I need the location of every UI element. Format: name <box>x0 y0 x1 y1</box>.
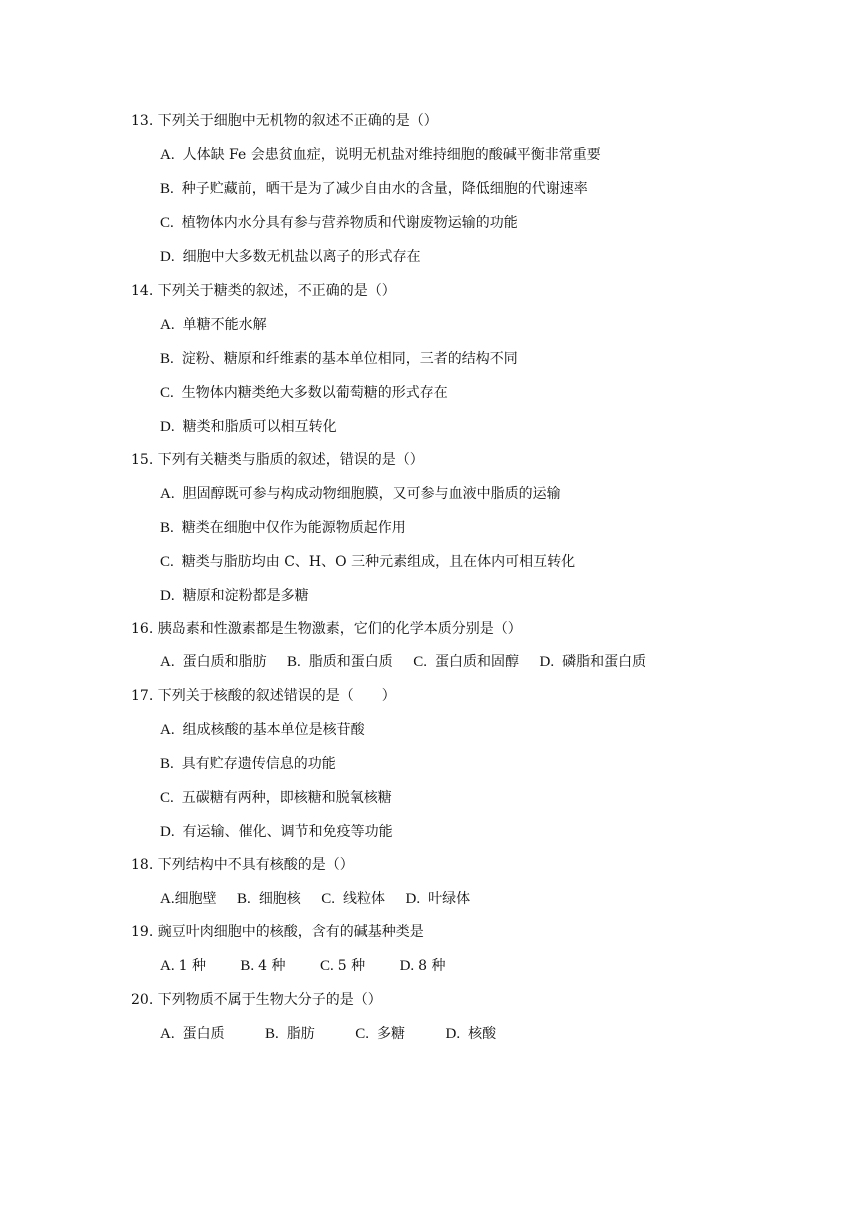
question-17-option-d <box>160 821 393 843</box>
option-label: B. <box>237 891 251 907</box>
option-label: B. <box>160 181 174 197</box>
option-text: 种子贮藏前，晒干是为了减少自由水的含量，降低细胞的代谢速率 <box>181 181 588 197</box>
option-text: 细胞核 <box>258 891 301 907</box>
option-label: D. <box>160 249 175 265</box>
option-label: A. <box>160 486 175 502</box>
option-text: 糖原和淀粉都是多糖 <box>182 588 309 604</box>
option-label: A. <box>160 654 175 670</box>
question-13-option-b <box>160 178 588 200</box>
option-text: 脂质和蛋白质 <box>308 654 393 670</box>
question-19-option-b <box>240 955 285 977</box>
option-text: 5 种 <box>337 958 366 974</box>
option-text: 有运输、催化、调节和免疫等功能 <box>182 824 393 840</box>
option-label: D. <box>405 891 421 907</box>
question-13-option-a <box>160 144 601 166</box>
option-text: 叶绿体 <box>428 891 471 907</box>
question-20-options <box>160 1023 512 1045</box>
question-18-option-a <box>160 888 217 910</box>
question-15-option-c <box>160 551 575 573</box>
option-text: 8 种 <box>418 958 446 974</box>
option-label: A. <box>160 891 175 907</box>
option-text: 具有贮存遗传信息的功能 <box>181 756 336 772</box>
question-17-option-b <box>160 753 336 775</box>
option-label: B. <box>160 520 174 536</box>
question-16-option-a <box>160 651 267 673</box>
question-14-option-c <box>160 382 448 404</box>
option-text: 糖类和脂质可以相互转化 <box>182 419 337 435</box>
question-16-option-b <box>287 651 393 673</box>
option-label: B. <box>240 958 255 974</box>
question-19-option-d <box>400 955 446 977</box>
question-20-option-a <box>160 1023 225 1045</box>
option-label: B. <box>265 1026 279 1042</box>
option-label: D. <box>160 824 175 840</box>
option-text: 人体缺 Fe 会患贫血症，说明无机盐对维持细胞的酸碱平衡非常重要 <box>182 147 601 163</box>
question-14-option-d <box>160 416 337 438</box>
option-label: C. <box>355 1026 370 1042</box>
option-label: B. <box>160 756 174 772</box>
option-text: 磷脂和蛋白质 <box>562 654 647 670</box>
question-18-option-d <box>405 888 470 910</box>
option-text: 淀粉、糖原和纤维素的基本单位相同，三者的结构不同 <box>181 351 518 367</box>
option-text: 组成核酸的基本单位是核苷酸 <box>182 722 365 738</box>
option-text: 蛋白质和脂肪 <box>182 654 267 670</box>
option-label: A. <box>160 1026 175 1042</box>
option-text: 核酸 <box>468 1026 497 1042</box>
option-text: 糖类在细胞中仅作为能源物质起作用 <box>181 520 406 536</box>
question-20-option-d <box>445 1023 496 1045</box>
option-text: 细胞壁 <box>174 891 217 907</box>
option-label: D. <box>160 419 175 435</box>
question-19-stem: 19. 豌豆叶肉细胞中的核酸，含有的碱基种类是 <box>131 924 424 940</box>
question-13-stem: 13. 下列关于细胞中无机物的叙述不正确的是（） <box>131 113 438 129</box>
option-label: A. <box>160 317 175 333</box>
question-19-option-c <box>320 955 365 977</box>
question-17-option-a <box>160 719 365 741</box>
option-label: B. <box>287 654 301 670</box>
option-text: 胆固醇既可参与构成动物细胞膜，又可参与血液中脂质的运输 <box>182 486 561 502</box>
option-label: A. <box>160 958 175 974</box>
question-19-option-a <box>160 955 206 977</box>
question-18-option-c <box>321 888 385 910</box>
option-text: 蛋白质和固醇 <box>435 654 520 670</box>
question-18-options <box>160 888 486 910</box>
option-label: C. <box>413 654 428 670</box>
question-13-option-c <box>160 212 518 234</box>
option-text: 多糖 <box>377 1026 406 1042</box>
option-label: D. <box>445 1026 461 1042</box>
option-text: 1 种 <box>178 958 206 974</box>
option-text: 生物体内糖类绝大多数以葡萄糖的形式存在 <box>181 385 448 401</box>
option-text: 单糖不能水解 <box>182 317 267 333</box>
question-15-stem: 15. 下列有关糖类与脂质的叙述，错误的是（） <box>131 452 424 468</box>
option-label: C. <box>160 790 174 806</box>
option-label: A. <box>160 722 175 738</box>
option-label: B. <box>160 351 174 367</box>
option-label: C. <box>160 554 174 570</box>
option-label: C. <box>319 958 334 974</box>
question-14-stem: 14. 下列关于糖类的叙述，不正确的是（） <box>131 283 396 299</box>
option-text: 五碳糖有两种，即核糖和脱氧核糖 <box>181 790 392 806</box>
question-17-option-c <box>160 787 392 809</box>
option-label: D. <box>539 654 555 670</box>
option-text: 脂肪 <box>286 1026 315 1042</box>
option-label: D. <box>160 588 175 604</box>
question-18-stem: 18. 下列结构中不具有核酸的是（） <box>131 857 354 873</box>
option-text: 细胞中大多数无机盐以离子的形式存在 <box>182 249 421 265</box>
question-19-options <box>160 955 462 977</box>
option-text: 糖类与脂肪均由 C、H、O 三种元素组成，且在体内可相互转化 <box>181 554 576 570</box>
question-16-options <box>160 651 662 673</box>
question-20-option-c <box>355 1023 405 1045</box>
question-14-option-a <box>160 314 267 336</box>
option-text: 线粒体 <box>343 891 386 907</box>
option-text: 植物体内水分具有参与营养物质和代谢废物运输的功能 <box>181 215 518 231</box>
option-label: C. <box>160 215 174 231</box>
question-16-stem: 16. 胰岛素和性激素都是生物激素，它们的化学本质分别是（） <box>131 621 522 637</box>
question-17-stem: 17. 下列关于核酸的叙述错误的是（ ） <box>131 688 396 704</box>
question-20-stem: 20. 下列物质不属于生物大分子的是（） <box>131 992 382 1008</box>
question-20-option-b <box>265 1023 315 1045</box>
question-18-option-b <box>237 888 301 910</box>
question-14-option-b <box>160 348 518 370</box>
question-15-option-b <box>160 517 406 539</box>
option-text: 4 种 <box>258 958 286 974</box>
question-16-option-c <box>413 651 519 673</box>
option-text: 蛋白质 <box>182 1026 225 1042</box>
question-15-option-d <box>160 585 309 607</box>
option-label: D. <box>399 958 415 974</box>
question-13-option-d <box>160 246 421 268</box>
option-label: C. <box>160 385 174 401</box>
option-label: A. <box>160 147 175 163</box>
question-15-option-a <box>160 483 561 505</box>
option-label: C. <box>321 891 336 907</box>
question-16-option-d <box>539 651 646 673</box>
